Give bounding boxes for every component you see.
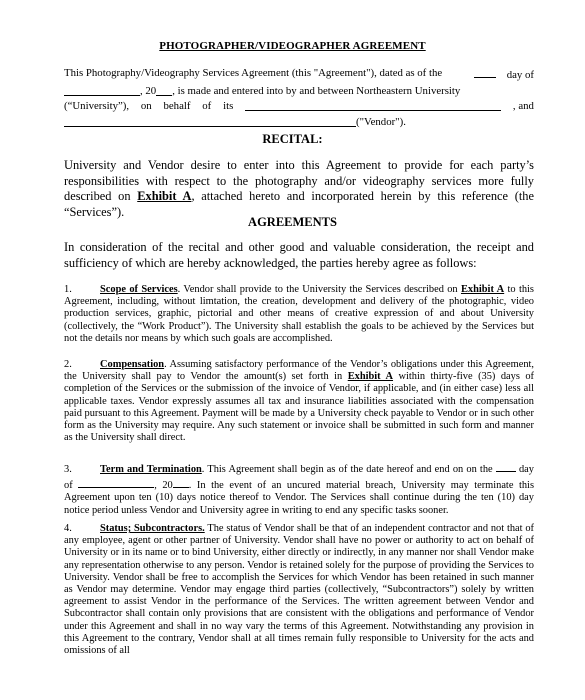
section-text: within thirty-five (35) days of completion of the Services or the submission of the invoice of Vendor, if applicable, and (in either case) less all applicable taxes. Vendor expressly assumes all tax and insurance liabilities associated with the compensation paid pursuant to this Agreement. Payment will be made by a University check payable to Vendor or in such other form as the University may require. Any such statement or invoice shall be submitted in such form and manner as the University shall direct. (64, 371, 534, 444)
section-4 (64, 523, 534, 657)
section-number: 4. (64, 523, 72, 534)
section-title: Term and Termination (100, 464, 202, 475)
section-2 (64, 359, 534, 444)
section-text: . This Agreement shall begin as of the date hereof and end on on the (201, 464, 493, 475)
intro-paragraph (64, 66, 534, 130)
document-title: PHOTOGRAPHER/VIDEOGRAPHER AGREEMENT (159, 40, 426, 52)
recital-text: , attached hereto and incorporated herein by this reference (the “Services”). (64, 189, 534, 219)
agreements-paragraph: In consideration of the recital and other good and valuable consideration, the receipt and sufficiency of which are hereby acknowledged, the parties hereby agree as follows: (64, 240, 534, 270)
section-title: Scope of Services (100, 284, 178, 295)
intro-text: (“University”), (64, 100, 130, 112)
section-text: . Assuming satisfactory performance of the Vendor’s obligations under this Agreement, the University shall pay to Vendor the amount(s) set forth in (64, 359, 534, 383)
intro-fill (474, 66, 534, 84)
exhibit-a-reference: Exhibit A (460, 284, 505, 295)
intro-line-4 (64, 115, 534, 131)
entity-blank (245, 99, 501, 111)
section-text: day of (64, 464, 534, 492)
section-1 (64, 284, 534, 345)
exhibit-a-reference: Exhibit A (347, 371, 394, 383)
intro-text: , and (512, 100, 534, 112)
intro-line-2 (64, 84, 534, 100)
section-text: , 20 (154, 480, 173, 492)
intro-text: its (223, 100, 234, 112)
date-blank (496, 460, 516, 472)
exhibit-a-reference: Exhibit A (137, 189, 192, 203)
recital-text: University and Vendor desire to enter into this Agreement to provide for each party’s responsibilities with respect to the photography and/or videography services more fully described on (64, 158, 534, 203)
intro-line-3 (64, 99, 534, 115)
year-blank (156, 84, 172, 96)
section-number: 3. (64, 464, 72, 475)
section-text: The status of Vendor shall be that of an independent contractor and not that of any employee, agent or other partner of University. Vendor shall have no power or authority to act on behalf of University or in its name or to bind University, either directly or indirectly, in any manner nor shall Vendor make any representation otherwise to any person. Vendor is retained solely for the purpose of providing the Services to University. Vendor shall be free to accomplish the Services for which Vendor has been retained in such manner as Vendor may determine. Vendor may engage third parties (collectively, “Subcontractors”) solely by written agreement to assist Vendor in the performance of the Services. The written agreement between Vendor and Subcontractor shall contain only provisions that are consistent with the obligations and performance of Vendor under this Agreement and shall in no way vary the terms of this Agreement. Notwithstanding any provision in this Agreement to the contrary, Vendor shall at all times remain fully responsible to University for the acts and omissions of all (64, 523, 534, 657)
intro-text: This Photography/Videography Services Agreement (this "Agreement"), dated as of the (64, 67, 443, 79)
section-3 (64, 460, 534, 517)
intro-line-1 (64, 66, 534, 84)
intro-text: , is made and entered into by and between Northeastern University (172, 84, 461, 97)
intro-text: , 20 (140, 84, 157, 97)
section-text: . Vendor shall provide to the University the Services described on (177, 284, 458, 295)
intro-text: of (202, 100, 212, 112)
intro-text: behalf (163, 100, 191, 112)
intro-text: ("Vendor"). (356, 115, 406, 128)
recital-heading: RECITAL: (262, 132, 323, 146)
section-title: Status; Subcontractors. (100, 523, 205, 534)
agreements-heading: AGREEMENTS (248, 215, 337, 229)
month-blank (64, 84, 140, 96)
recital-paragraph (64, 158, 534, 220)
section-text: . In the event of an uncured material breach, University may terminate this Agreement upon ten (10) days notice thereof to Vendor. The Services shall continue during the ten (10) day notice period unless Vendor and University agree in writing to end any specific tasks sooner. (64, 480, 534, 516)
year-blank (173, 476, 189, 488)
section-number: 1. (64, 284, 72, 295)
intro-text: day of (506, 69, 534, 81)
section-text: to this Agreement, including, without limtation, the creation, development and delivery of the photographic, video production services, graphic, pictorial and other means of creative expression of and about University (collectively, the “Work Product”). The University shall establish the goals to be achieved by the Services but not the details nor means by which such goals are accomplished. (64, 284, 534, 344)
vendor-name-blank (64, 115, 356, 127)
month-blank (78, 476, 154, 488)
intro-text: on (140, 100, 152, 112)
section-number: 2. (64, 359, 72, 370)
section-title: Compensation (100, 359, 165, 370)
day-blank (474, 66, 496, 78)
